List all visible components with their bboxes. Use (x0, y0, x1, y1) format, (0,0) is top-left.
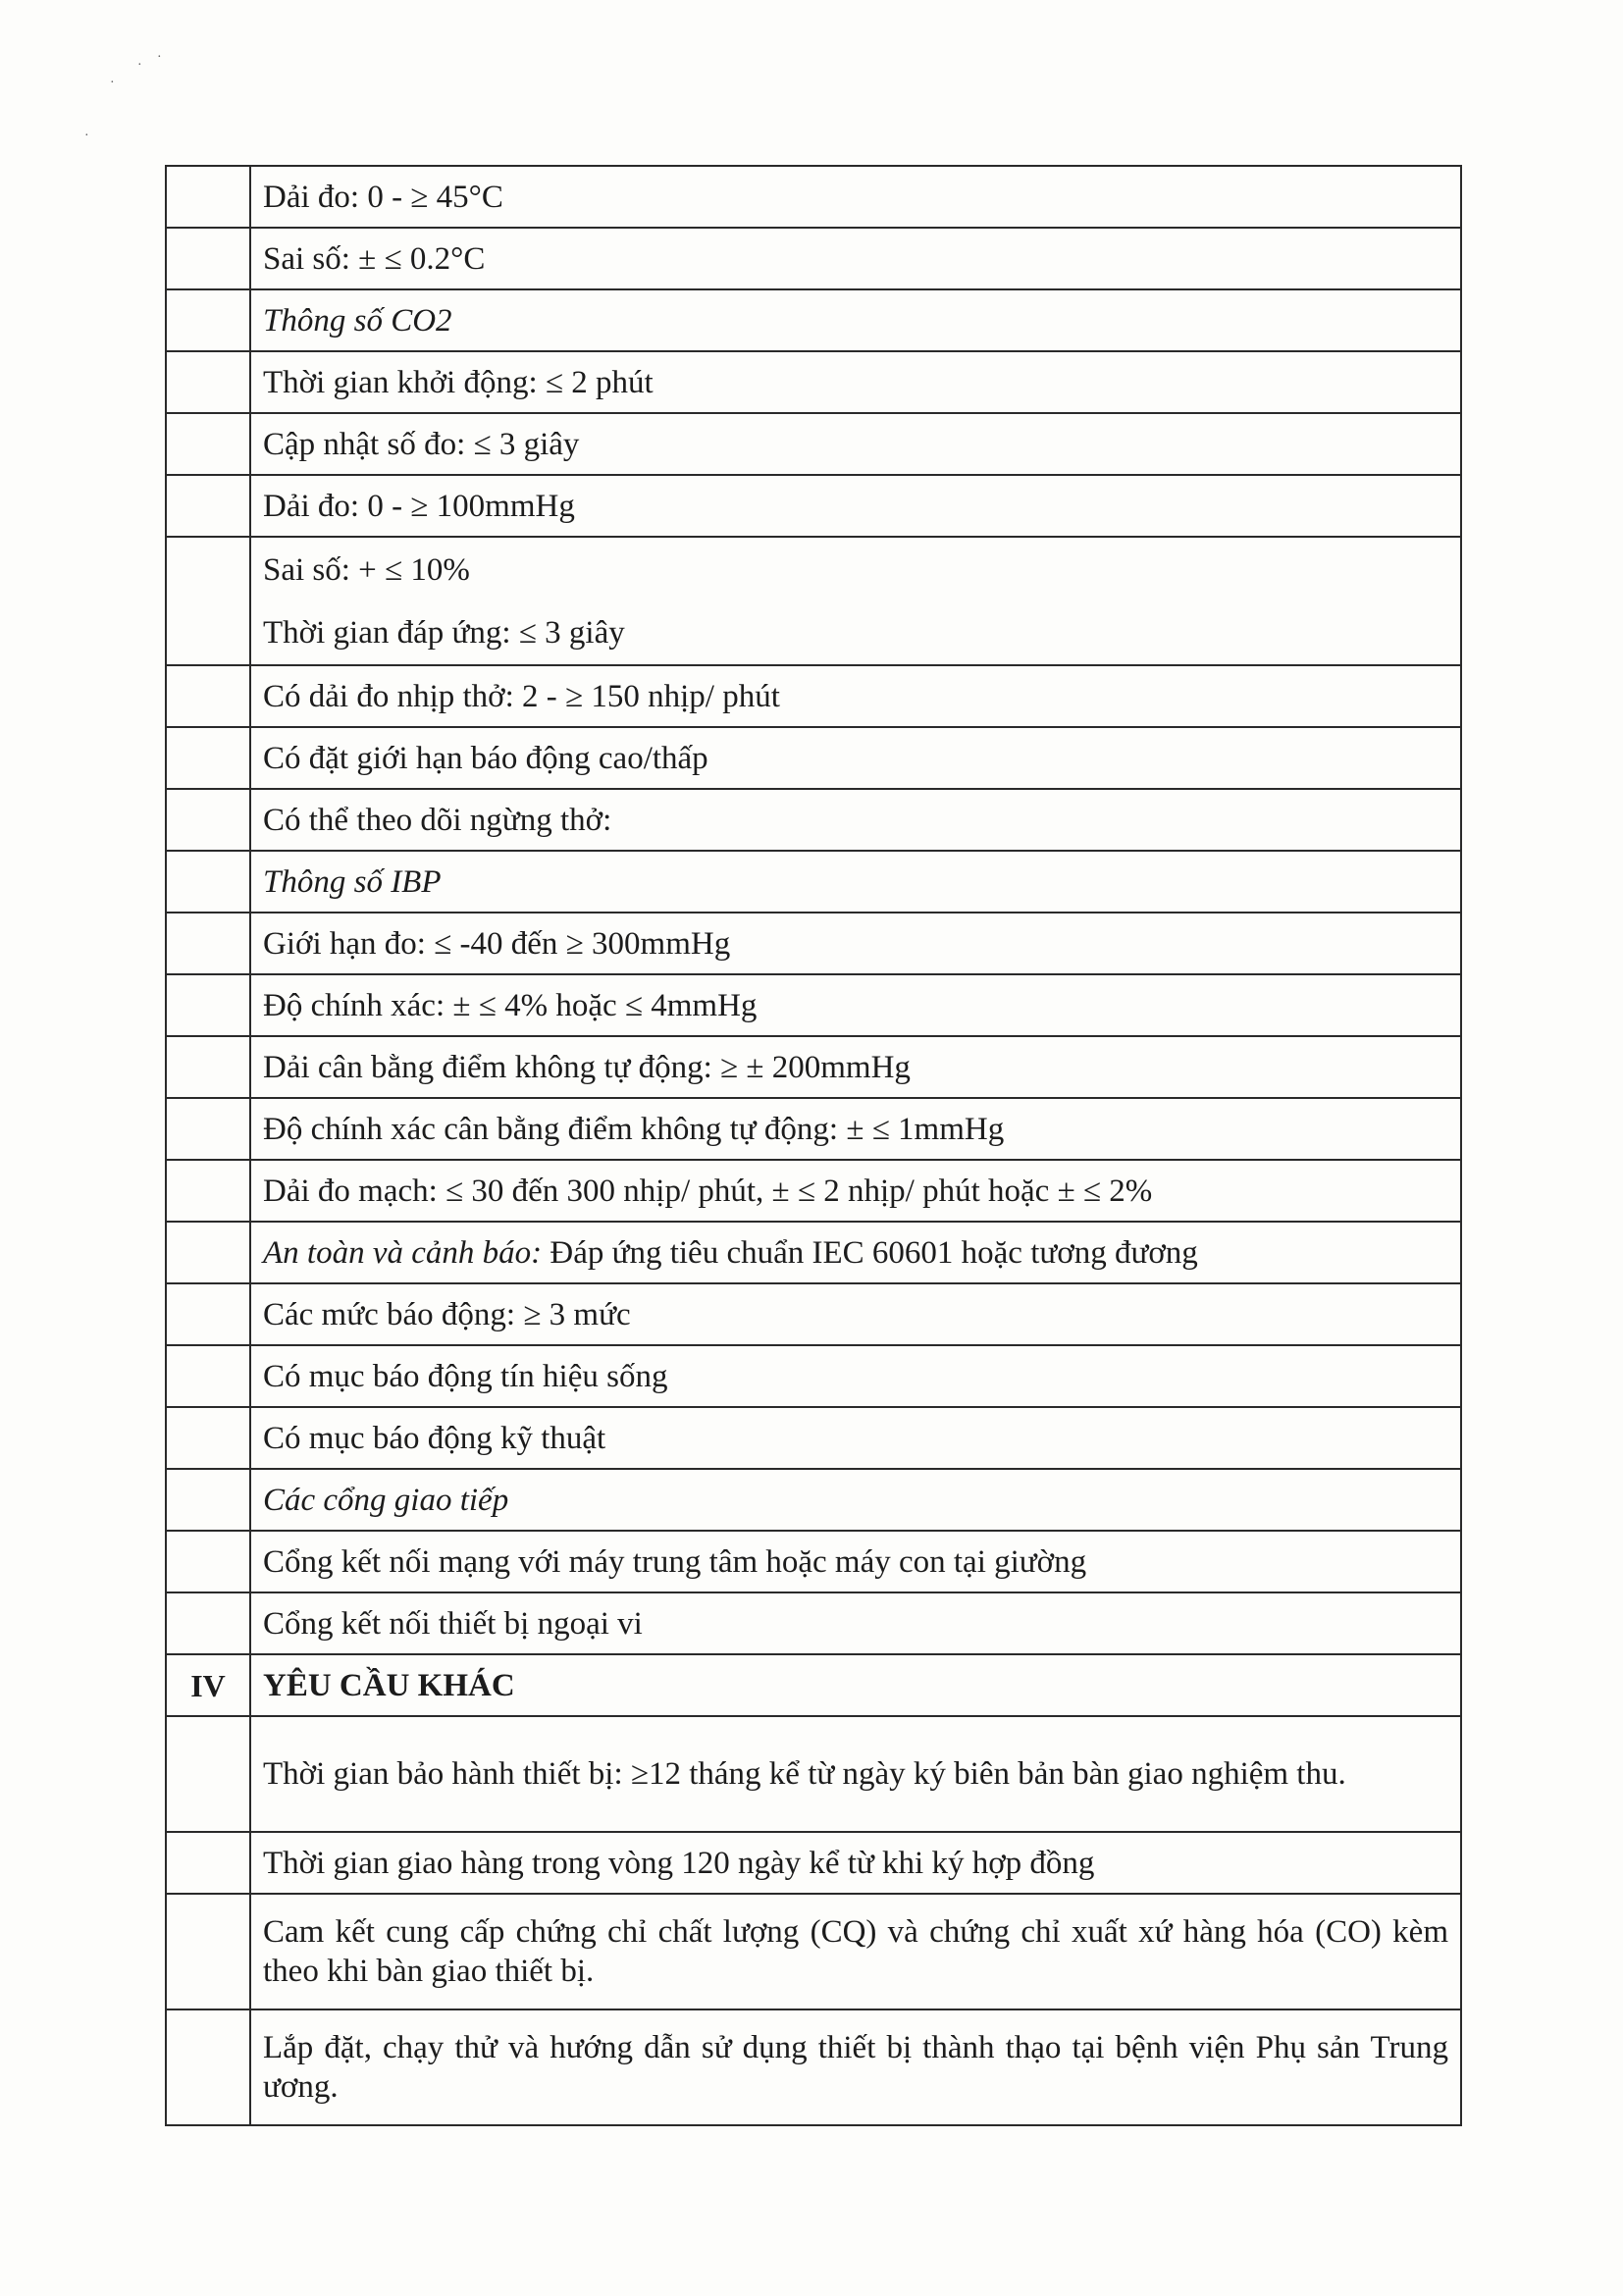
table-row (166, 1283, 1461, 1345)
row-number (166, 974, 250, 1036)
row-number (166, 1716, 250, 1832)
row-text: Thông số IBP (250, 851, 1461, 913)
table-row (166, 413, 1461, 475)
table-row (166, 1222, 1461, 1283)
row-number (166, 289, 250, 351)
row-text: Độ chính xác: ± ≤ 4% hoặc ≤ 4mmHg (250, 974, 1461, 1036)
table-row (166, 166, 1461, 228)
row-text: Cổng kết nối thiết bị ngoại vi (250, 1592, 1461, 1654)
row-text: Có đặt giới hạn báo động cao/thấp (250, 727, 1461, 789)
row-text-italic: An toàn và cảnh báo: (263, 1234, 543, 1271)
table-row (166, 1894, 1461, 2009)
row-number (166, 1036, 250, 1098)
table-row (166, 1407, 1461, 1469)
row-number (166, 1407, 250, 1469)
row-text: Dải cân bằng điểm không tự động: ≥ ± 200mmHg (250, 1036, 1461, 1098)
row-number (166, 537, 250, 665)
table-row (166, 789, 1461, 851)
table-row (166, 1592, 1461, 1654)
row-text (250, 537, 1461, 665)
table-row (166, 1469, 1461, 1531)
row-number (166, 475, 250, 537)
table-row (166, 851, 1461, 913)
table-row (166, 1160, 1461, 1222)
row-number (166, 1160, 250, 1222)
table-row (166, 537, 1461, 665)
row-text-line: Sai số: + ≤ 10% (263, 551, 470, 588)
table-row (166, 727, 1461, 789)
scan-speck: · (157, 50, 162, 65)
row-text: Sai số: ± ≤ 0.2°C (250, 228, 1461, 289)
table-row (166, 475, 1461, 537)
table-row (166, 1531, 1461, 1592)
row-text: Cam kết cung cấp chứng chỉ chất lượng (CQ) và chứng chỉ xuất xứ hàng hóa (CO) kèm theo khi bàn giao thiết bị. (250, 1894, 1461, 2009)
row-number (166, 1345, 250, 1407)
row-text: Thời gian khởi động: ≤ 2 phút (250, 351, 1461, 413)
row-text: Dải đo: 0 - ≥ 45°C (250, 166, 1461, 228)
row-text: Giới hạn đo: ≤ -40 đến ≥ 300mmHg (250, 913, 1461, 974)
table-row (166, 1345, 1461, 1407)
table-row (166, 228, 1461, 289)
row-number (166, 665, 250, 727)
row-number (166, 851, 250, 913)
table-row (166, 289, 1461, 351)
row-text: Dải đo: 0 - ≥ 100mmHg (250, 475, 1461, 537)
row-number (166, 1098, 250, 1160)
section-header-row (166, 1654, 1461, 1716)
row-text: Cập nhật số đo: ≤ 3 giây (250, 413, 1461, 475)
row-text: Các cổng giao tiếp (250, 1469, 1461, 1531)
specification-table (165, 165, 1462, 2126)
row-text: Thông số CO2 (250, 289, 1461, 351)
row-number (166, 351, 250, 413)
row-number (166, 789, 250, 851)
row-number (166, 1531, 250, 1592)
row-text (250, 1222, 1461, 1283)
table-row (166, 1832, 1461, 1894)
row-number (166, 1222, 250, 1283)
table-row (166, 1716, 1461, 1832)
section-title: YÊU CẦU KHÁC (250, 1654, 1461, 1716)
row-number (166, 913, 250, 974)
row-number (166, 727, 250, 789)
row-text: Có mục báo động tín hiệu sống (250, 1345, 1461, 1407)
row-number (166, 413, 250, 475)
table-row (166, 1098, 1461, 1160)
row-text: Có thể theo dõi ngừng thở: (250, 789, 1461, 851)
scan-speck: · (137, 58, 142, 73)
row-text: Có mục báo động kỹ thuật (250, 1407, 1461, 1469)
row-text-regular: Đáp ứng tiêu chuẩn IEC 60601 hoặc tương đương (542, 1234, 1198, 1271)
row-number (166, 1832, 250, 1894)
row-text: Các mức báo động: ≥ 3 mức (250, 1283, 1461, 1345)
row-text: Cổng kết nối mạng với máy trung tâm hoặc máy con tại giường (250, 1531, 1461, 1592)
row-text: Thời gian bảo hành thiết bị: ≥12 tháng kể từ ngày ký biên bản bàn giao nghiệm thu. (250, 1716, 1461, 1832)
row-text-line: Thời gian đáp ứng: ≤ 3 giây (263, 614, 625, 651)
row-number (166, 1469, 250, 1531)
row-text: Thời gian giao hàng trong vòng 120 ngày kể từ khi ký hợp đồng (250, 1832, 1461, 1894)
section-number: IV (166, 1654, 250, 1716)
row-number (166, 228, 250, 289)
scan-speck: · (110, 76, 115, 90)
table-row (166, 913, 1461, 974)
row-number (166, 1894, 250, 2009)
row-text: Dải đo mạch: ≤ 30 đến 300 nhịp/ phút, ± ≤ 2 nhịp/ phút hoặc ± ≤ 2% (250, 1160, 1461, 1222)
row-number (166, 2009, 250, 2125)
row-text: Có dải đo nhịp thở: 2 - ≥ 150 nhịp/ phút (250, 665, 1461, 727)
row-number (166, 1283, 250, 1345)
table-row (166, 974, 1461, 1036)
table-row (166, 1036, 1461, 1098)
scan-speck: · (84, 129, 89, 143)
row-number (166, 166, 250, 228)
row-text: Lắp đặt, chạy thử và hướng dẫn sử dụng thiết bị thành thạo tại bệnh viện Phụ sản Trung ương. (250, 2009, 1461, 2125)
table-row (166, 351, 1461, 413)
row-text: Độ chính xác cân bằng điểm không tự động: ± ≤ 1mmHg (250, 1098, 1461, 1160)
table-row (166, 2009, 1461, 2125)
row-number (166, 1592, 250, 1654)
table-row (166, 665, 1461, 727)
